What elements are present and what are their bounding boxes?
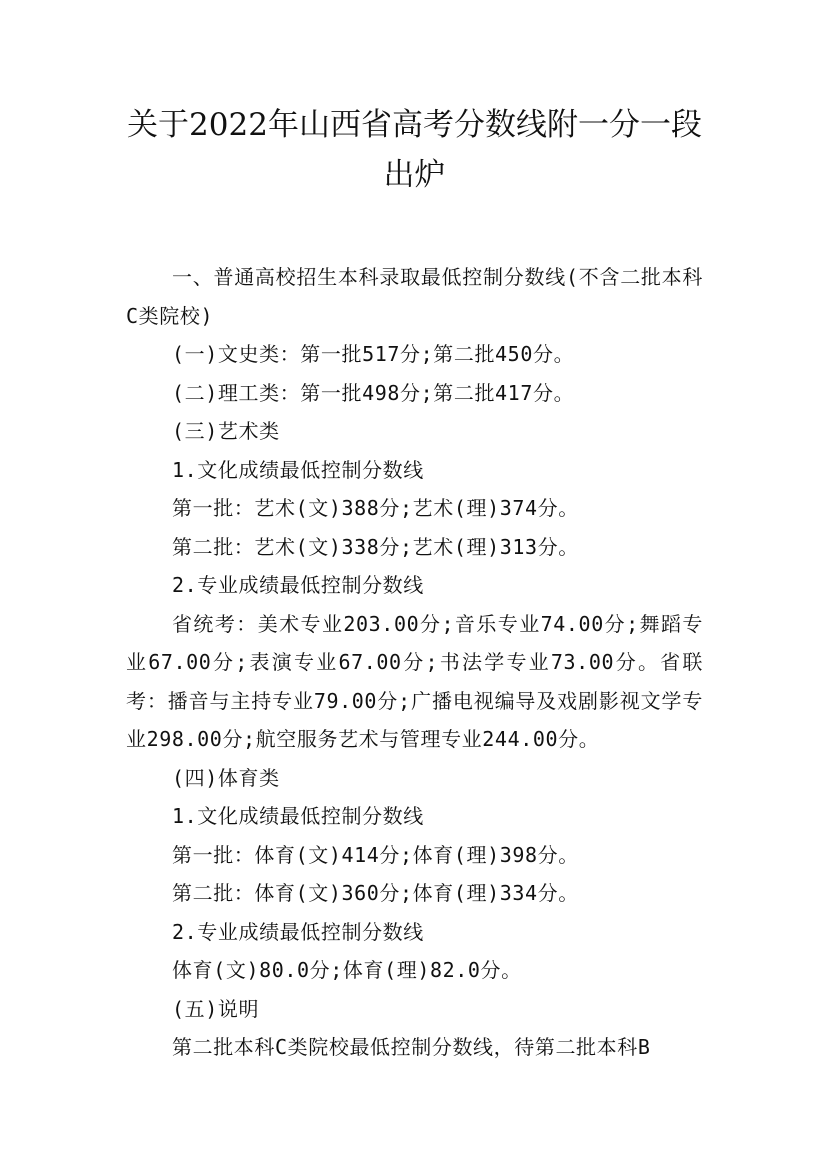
- document-title: 关于2022年山西省高考分数线附一分一段出炉: [127, 107, 702, 193]
- subheading-sports-culture: 1.文化成绩最低控制分数线: [172, 804, 424, 828]
- subheading-arts-culture: 1.文化成绩最低控制分数线: [172, 457, 424, 482]
- paragraph-sports-batch2: 第二批：体育(文)360分;体育(理)334分。: [172, 881, 579, 905]
- paragraph-sports-major-scores: 体育(文)80.0分;体育(理)82.0分。: [172, 958, 522, 982]
- paragraph-sports-batch1: 第一批：体育(文)414分;体育(理)398分。: [172, 842, 579, 867]
- subheading-sports: (四)体育类: [172, 765, 280, 790]
- paragraph-liberal-arts: (一)文史类：第一批517分;第二批450分。: [172, 342, 575, 366]
- paragraph-science: (二)理工类：第一批498分;第二批417分。: [172, 380, 575, 405]
- document-body: [126, 258, 703, 1067]
- subheading-arts-major: 2.专业成绩最低控制分数线: [172, 573, 424, 597]
- paragraph-notes: 第二批本科C类院校最低控制分数线，待第二批本科B: [172, 1035, 651, 1059]
- subheading-sports-major: 2.专业成绩最低控制分数线: [172, 919, 424, 944]
- section-heading-1: 一、普通高校招生本科录取最低控制分数线(不含二批本科C类院校): [126, 265, 703, 328]
- paragraph-arts-batch2: 第二批：艺术(文)338分;艺术(理)313分。: [172, 534, 579, 559]
- paragraph-arts-batch1: 第一批：艺术(文)388分;艺术(理)374分。: [172, 496, 579, 520]
- subheading-notes: (五)说明: [172, 996, 260, 1021]
- subheading-arts: (三)艺术类: [172, 419, 280, 443]
- paragraph-arts-major-scores: 省统考：美术专业203.00分;音乐专业74.00分;舞蹈专业67.00分;表演专业67.00分;书法学专业73.00分。省联考：播音与主持专业79.00分;广播电视编导及戏剧影视文学专业298.00分;航空服务艺术与管理专业244.00分。: [126, 611, 703, 751]
